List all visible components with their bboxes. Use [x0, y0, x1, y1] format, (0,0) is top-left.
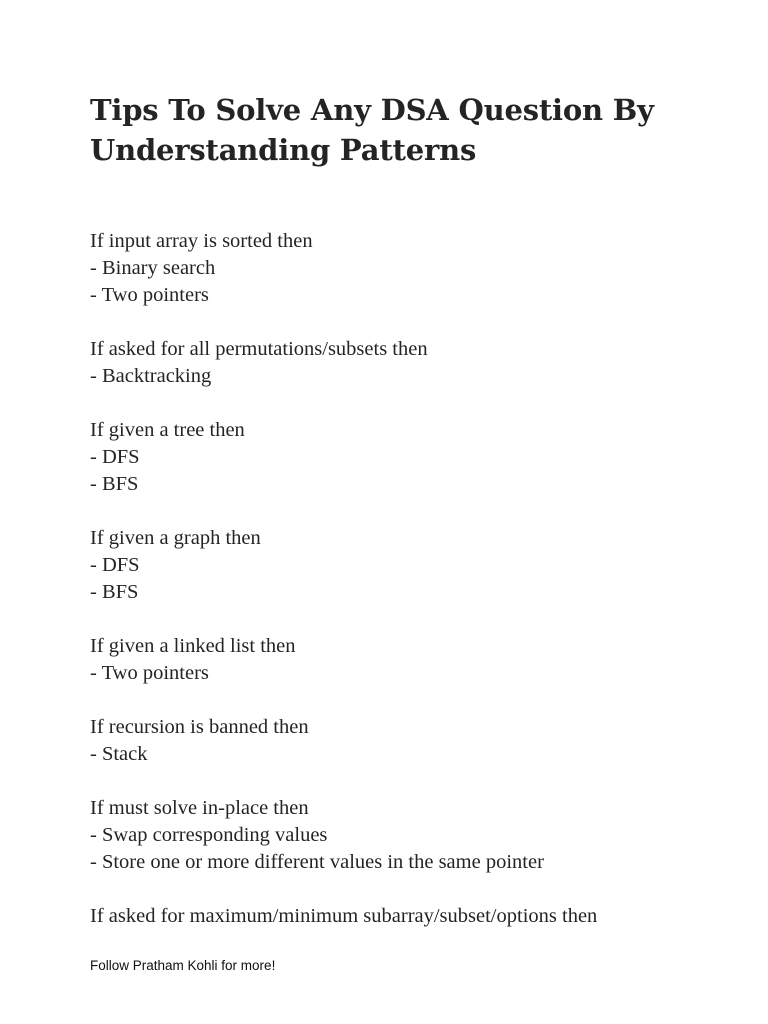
tip-condition: If given a tree then: [90, 419, 245, 441]
page-title: Tips To Solve Any DSA Question By Understanding Patterns: [90, 93, 654, 167]
tips-list: [90, 228, 750, 957]
tip-item: - Backtracking: [90, 365, 212, 387]
tip-section: [90, 336, 750, 390]
footer-note: Follow Pratham Kohli for more!: [90, 958, 276, 973]
tip-item: - Swap corresponding values: [90, 824, 328, 846]
tip-section: [90, 714, 750, 768]
tip-item: - Stack: [90, 743, 148, 765]
tip-section: [90, 228, 750, 309]
tip-item: - Store one or more different values in the same pointer: [90, 851, 544, 873]
tip-condition: If asked for all permutations/subsets then: [90, 338, 428, 360]
tip-condition: If input array is sorted then: [90, 230, 313, 252]
tip-item: - BFS: [90, 581, 139, 603]
tip-condition: If must solve in-place then: [90, 797, 309, 819]
tip-section: [90, 417, 750, 498]
tip-condition: If given a linked list then: [90, 635, 296, 657]
tip-section: [90, 525, 750, 606]
tip-condition: If recursion is banned then: [90, 716, 309, 738]
tip-item: - BFS: [90, 473, 139, 495]
tip-condition: If given a graph then: [90, 527, 261, 549]
tip-section: [90, 795, 750, 876]
tip-condition: If asked for maximum/minimum subarray/subset/options then: [90, 905, 598, 927]
tip-section: [90, 633, 750, 687]
tip-item: - Two pointers: [90, 662, 209, 684]
tip-item: - Binary search: [90, 257, 216, 279]
tip-item: - DFS: [90, 446, 140, 468]
tip-item: - DFS: [90, 554, 140, 576]
tip-item: - Two pointers: [90, 284, 209, 306]
tip-section: [90, 903, 750, 930]
